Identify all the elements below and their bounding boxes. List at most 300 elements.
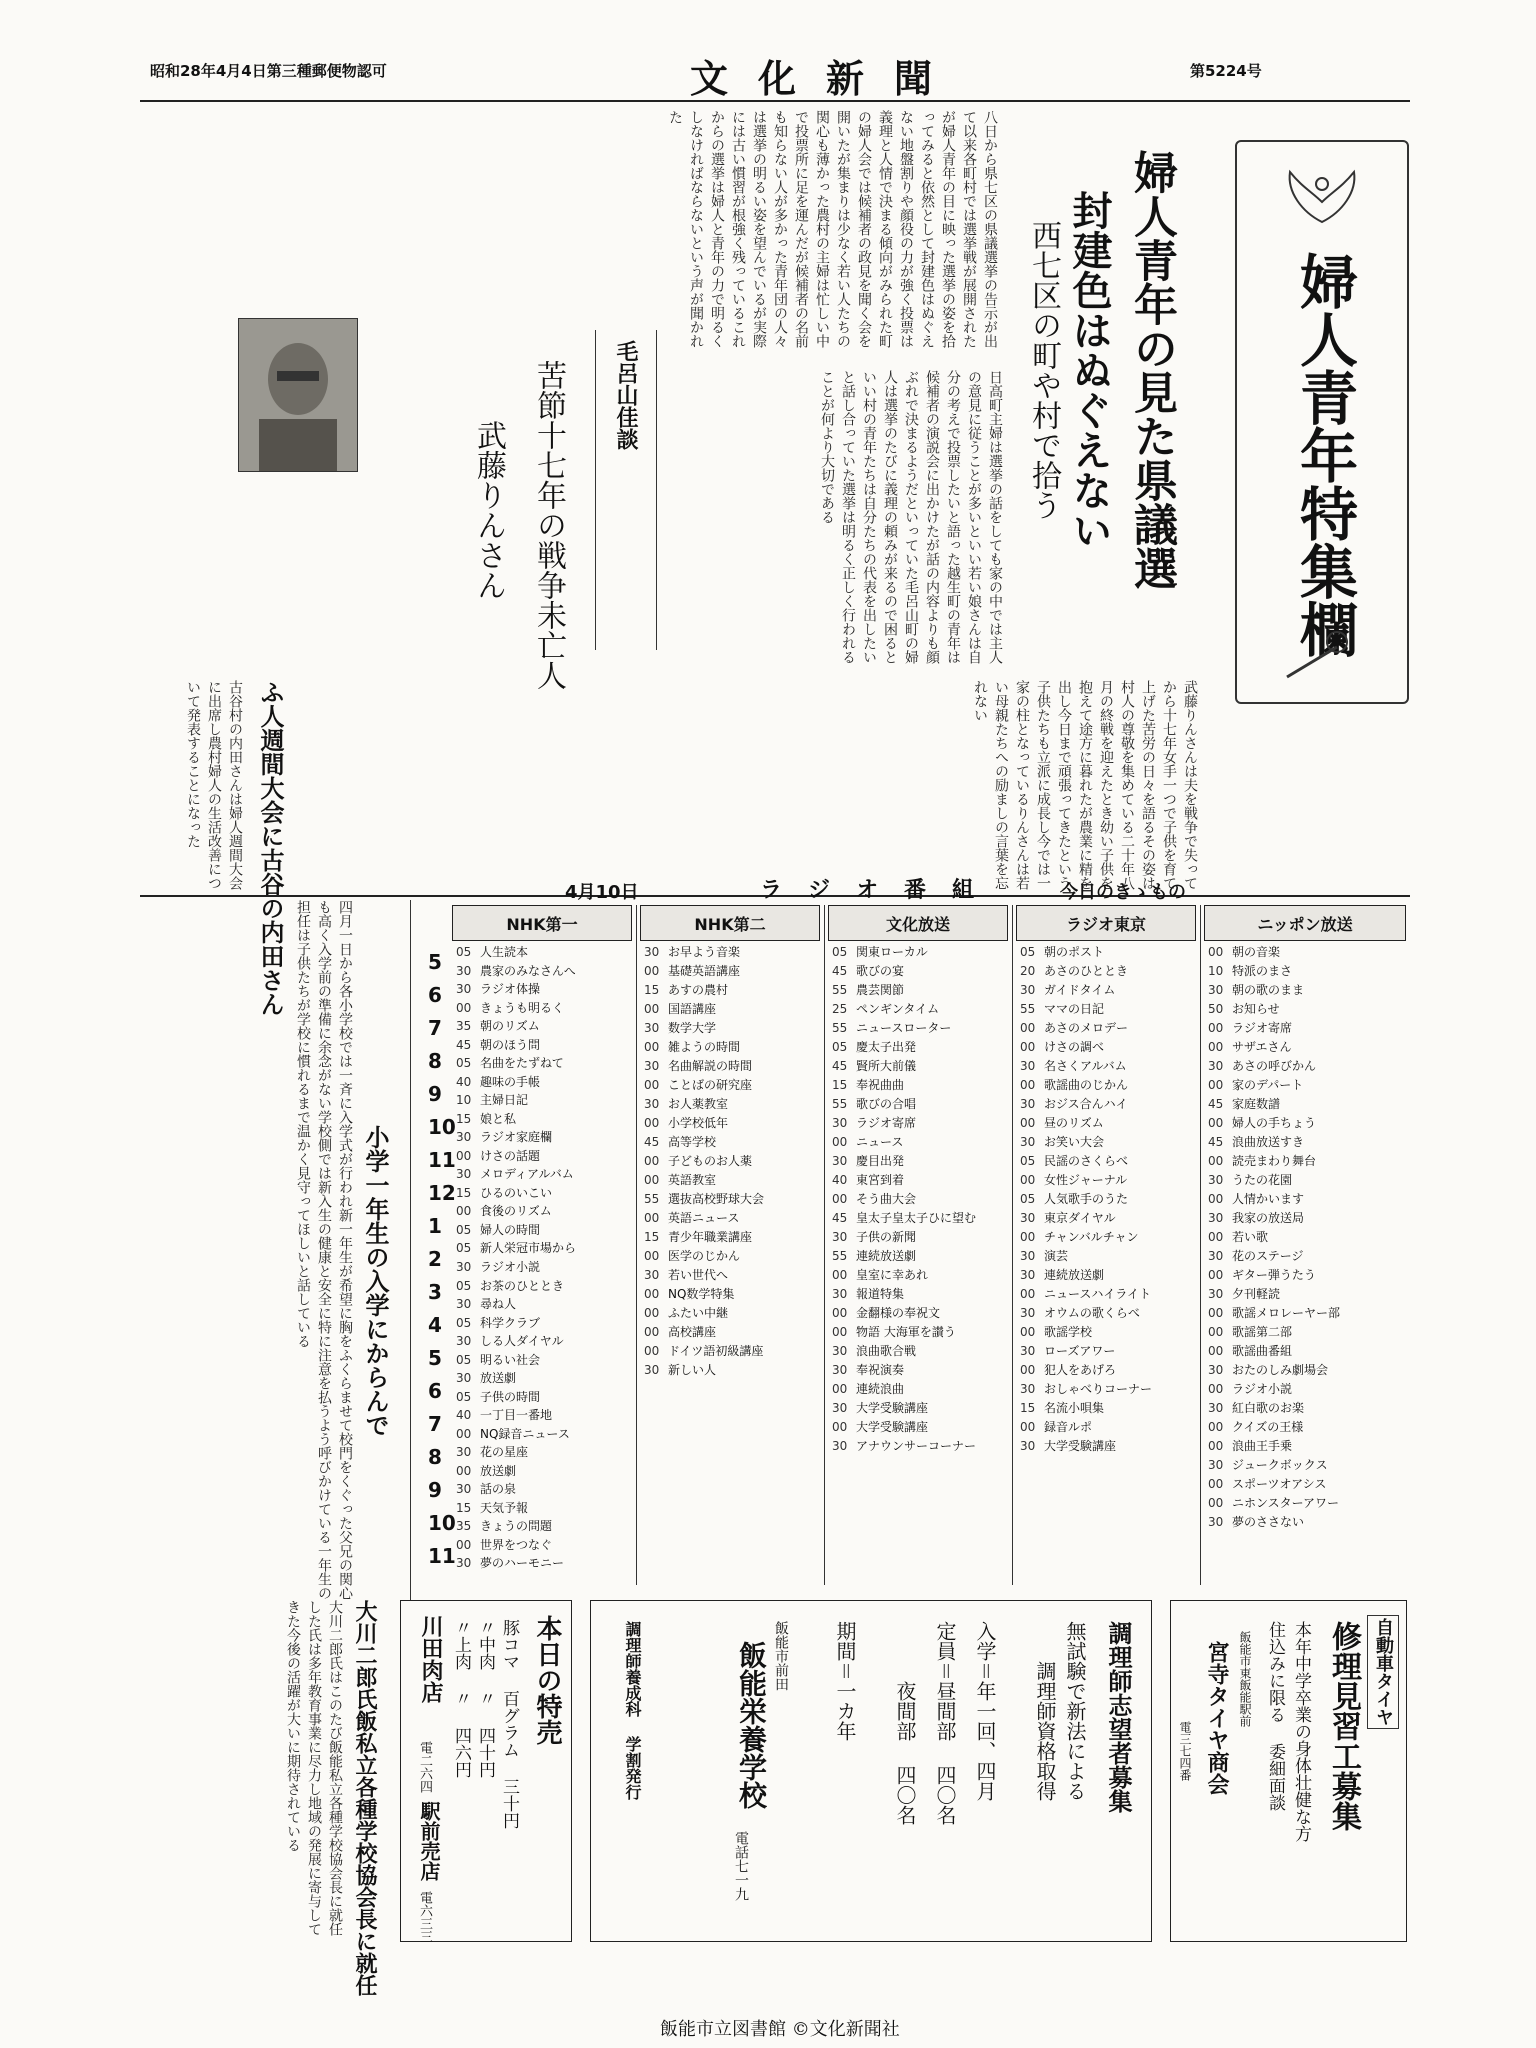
program-minute: 15 (832, 1078, 848, 1092)
program-minute: 05 (1020, 1192, 1036, 1206)
program-minute: 00 (1208, 1496, 1224, 1510)
radio-program (456, 1222, 540, 1238)
program-minute: 55 (832, 983, 848, 997)
radio-hour-label: 3 (428, 1280, 442, 1304)
program-title: 夢のハーモニー (480, 1556, 565, 1571)
radio-program (644, 1324, 716, 1340)
program-minute: 00 (644, 1287, 660, 1301)
program-minute: 30 (456, 1482, 472, 1497)
program-title: 食後のリズム (480, 1204, 552, 1219)
radio-hour-label: 9 (428, 1082, 442, 1106)
program-title: 主婦日記 (480, 1093, 529, 1108)
program-minute: 45 (1208, 1135, 1224, 1149)
radio-program (1020, 1153, 1128, 1169)
program-title: 尋ね人 (480, 1297, 517, 1312)
radio-program (1208, 1343, 1292, 1359)
program-title: おしゃべりコーナー (1044, 1382, 1153, 1396)
program-title: アナウンサーコーナー (856, 1439, 977, 1453)
radio-column-nippon (1204, 944, 1404, 1584)
program-title: 我家の放送局 (1232, 1211, 1305, 1225)
bird-ornament-icon (1282, 162, 1362, 232)
radio-date: 4月10日 (565, 882, 639, 903)
program-minute: 00 (456, 1537, 472, 1552)
radio-program (1020, 1096, 1128, 1112)
radio-program (644, 1153, 752, 1169)
program-minute: 30 (456, 1167, 472, 1182)
program-minute: 00 (644, 1306, 660, 1320)
program-title: 名さくアルバム (1044, 1059, 1127, 1073)
program-title: 皇太子皇太子ひに望む (856, 1211, 977, 1225)
program-minute: 00 (1208, 1325, 1224, 1339)
program-title: お茶のひととき (480, 1278, 565, 1293)
program-minute: 00 (1208, 1382, 1224, 1396)
program-minute: 30 (1020, 1344, 1036, 1358)
program-title: 金翻様の奉祝文 (856, 1306, 941, 1320)
headline-sub2: 西七区の町や村で拾う (1026, 220, 1061, 520)
program-title: チャンバルチャン (1044, 1230, 1139, 1244)
radio-column-bunka (828, 944, 1008, 1584)
program-title: ガイドタイム (1044, 983, 1116, 997)
program-title: 婦人の手ちょう (1232, 1116, 1317, 1130)
program-title: 国語講座 (668, 1002, 717, 1016)
program-title: 朝のポスト (1044, 945, 1105, 959)
radio-program (832, 1115, 916, 1131)
radio-program (456, 1444, 528, 1460)
radio-program (832, 1039, 916, 1055)
headline-main: 婦人青年の見た県議選 (1126, 150, 1177, 590)
radio-hour-label: 10 (428, 1115, 456, 1139)
program-title: あさの呼びかん (1232, 1059, 1317, 1073)
radio-program (456, 1407, 552, 1423)
radio-program (1020, 1077, 1128, 1093)
radio-program (1208, 1248, 1304, 1264)
program-title: 子供の新聞 (856, 1230, 917, 1244)
program-minute: 25 (832, 1002, 848, 1016)
program-minute: 00 (1208, 1154, 1224, 1168)
radio-program (832, 944, 928, 960)
program-title: 朝のリズム (480, 1019, 540, 1034)
radio-program (456, 1333, 564, 1349)
radio-program (832, 1172, 904, 1188)
program-minute: 00 (644, 1344, 660, 1358)
mayama-headline: 苦節十七年の戦争未亡人 (531, 360, 566, 690)
radio-program (644, 1115, 728, 1131)
program-minute: 30 (1208, 1211, 1224, 1225)
program-minute: 30 (456, 1334, 472, 1349)
meat-ad-line: 〃中肉 〃 四十円 (475, 1619, 495, 1778)
program-minute: 30 (456, 982, 472, 997)
radio-program (456, 1352, 540, 1368)
radio-program (1020, 1438, 1116, 1454)
program-minute: 00 (644, 1325, 660, 1339)
cooking-sub1: 無試験で新法による (1063, 1621, 1087, 1801)
radio-program (1208, 1495, 1339, 1511)
radio-program (832, 963, 904, 979)
program-title: 関東ローカル (856, 945, 928, 959)
column-divider (410, 900, 411, 1600)
radio-program (832, 1400, 928, 1416)
program-minute: 55 (1020, 1002, 1036, 1016)
program-title: オウムの歌くらべ (1044, 1306, 1140, 1320)
fujin-headline: ふ人週間大会に古谷の内田さん (256, 680, 284, 1016)
program-minute: 00 (644, 1040, 660, 1054)
radio-program (1020, 1172, 1127, 1188)
cooking-school-name: 飯能栄養学校 (735, 1641, 768, 1809)
radio-program (1208, 1153, 1316, 1169)
program-title: 物語 大海軍を讃う (856, 1325, 956, 1339)
program-minute: 45 (1208, 1097, 1224, 1111)
radio-hour-label: 1 (428, 1214, 442, 1238)
program-minute: 30 (1020, 983, 1036, 997)
radio-program (1020, 1419, 1092, 1435)
program-minute: 30 (456, 1130, 472, 1145)
program-title: ジュークボックス (1232, 1458, 1328, 1472)
program-minute: 40 (456, 1408, 472, 1423)
radio-program (832, 1058, 916, 1074)
radio-program (1208, 1172, 1292, 1188)
radio-program (644, 1229, 752, 1245)
program-title: 人生読本 (480, 945, 529, 959)
program-title: ニュース (856, 1135, 904, 1149)
cooking-period: 期間＝一カ年 (833, 1621, 857, 1741)
special-feature-box (1235, 140, 1409, 704)
program-minute: 00 (1208, 1477, 1224, 1491)
radio-program (1208, 982, 1304, 998)
program-title: 朝の音楽 (1232, 945, 1281, 959)
radio-program (1208, 1134, 1304, 1150)
radio-program (456, 1278, 564, 1294)
radio-hour-label: 6 (428, 983, 442, 1007)
radio-program (644, 1058, 752, 1074)
program-title: 家庭数譜 (1232, 1097, 1281, 1111)
tire-tel: 電三七四番 (1178, 1721, 1192, 1781)
program-title: 新人栄冠市場から (480, 1241, 577, 1256)
radio-program (456, 981, 540, 997)
program-minute: 05 (456, 1315, 472, 1330)
radio-hour-label: 8 (428, 1049, 442, 1073)
program-title: 夢のささない (1232, 1515, 1305, 1529)
program-minute: 30 (832, 1363, 848, 1377)
program-minute: 30 (1020, 1097, 1036, 1111)
station-nhk2: NHK第二 (640, 905, 820, 941)
program-minute: 15 (456, 1111, 472, 1126)
program-minute: 00 (832, 1135, 848, 1149)
program-title: 皇室に幸あれ (856, 1268, 929, 1282)
program-title: 歌謡第二部 (1232, 1325, 1293, 1339)
radio-program (456, 1240, 576, 1256)
program-title: NQ数学特集 (668, 1287, 735, 1301)
program-title: 夕刊軽読 (1232, 1287, 1281, 1301)
meat-ad-line: 豚コマ 百グラム 三十円 (499, 1619, 519, 1829)
program-title: 朝の歌のまま (1232, 983, 1305, 997)
program-minute: 45 (832, 964, 848, 978)
program-title: 大学受験講座 (856, 1420, 929, 1434)
program-title: 歌びの宴 (856, 964, 905, 978)
program-minute: 30 (1020, 1306, 1036, 1320)
program-title: 浪曲王手乗 (1232, 1439, 1293, 1453)
program-minute: 00 (1020, 1230, 1036, 1244)
radio-program (1020, 1248, 1068, 1264)
radio-program (1020, 1305, 1140, 1321)
radio-title: ラジオ番組 (760, 877, 1001, 903)
special-feature-title: 婦人青年特集欄 (1290, 252, 1358, 658)
program-minute: 00 (456, 1000, 472, 1015)
program-minute: 50 (1208, 1002, 1224, 1016)
headline-sub: 封建色はぬぐえない (1066, 190, 1112, 550)
tire-line2: 住込みに限る 委細面談 (1265, 1621, 1285, 1811)
program-minute: 30 (1020, 1211, 1036, 1225)
program-title: あすの農村 (668, 983, 729, 997)
program-title: 録音ルポ (1044, 1420, 1093, 1434)
radio-hour-label: 11 (428, 1148, 456, 1172)
radio-program (644, 1267, 728, 1283)
issue-number: 第5224号 (1190, 62, 1262, 80)
tire-title: 修理見習工募集 (1326, 1621, 1361, 1831)
program-minute: 00 (644, 1211, 660, 1225)
school-body: 四月一日から各小学校では一斉に入学式が行われ新一年生が希望に胸をふくらませて校門をくぐった父兄の関心も高く入学前の準備に余念がない学校側では新入生の健康と安全に特に注意を払うよう呼びかけている一年生の担任は子供たちが学校に慣れるまで温かく見守ってほしいと話している (295, 900, 353, 1600)
program-minute: 05 (832, 1040, 848, 1054)
program-title: 子供の時間 (480, 1389, 541, 1404)
program-minute: 05 (456, 1278, 472, 1293)
radio-program (1208, 1305, 1340, 1321)
radio-program (832, 1134, 903, 1150)
program-title: ひるのいこい (480, 1185, 553, 1200)
flower-ornament-icon (1277, 622, 1367, 682)
program-title: 読売まわり舞台 (1232, 1154, 1317, 1168)
program-minute: 00 (1020, 1325, 1036, 1339)
program-minute: 30 (1020, 1249, 1036, 1263)
radio-program (1020, 982, 1115, 998)
program-minute: 05 (456, 945, 472, 959)
radio-program (832, 1286, 904, 1302)
program-title: 花の星座 (480, 1445, 529, 1460)
program-title: 話の泉 (480, 1482, 517, 1497)
radio-program (456, 1537, 552, 1553)
program-minute: 00 (832, 1382, 848, 1396)
radio-program (1208, 1400, 1304, 1416)
program-minute: 45 (644, 1135, 660, 1149)
program-minute: 00 (832, 1306, 848, 1320)
program-minute: 00 (1208, 1306, 1224, 1320)
radio-program (1208, 1020, 1292, 1036)
radio-program (832, 1381, 904, 1397)
radio-program (1208, 1077, 1303, 1093)
radio-program (644, 944, 740, 960)
radio-program (456, 1426, 570, 1442)
program-minute: 00 (644, 1078, 660, 1092)
program-title: メロディアルバム (480, 1167, 574, 1182)
radio-program (456, 1296, 516, 1312)
program-title: 慶太子出発 (856, 1040, 917, 1054)
program-minute: 30 (832, 1287, 848, 1301)
program-minute: 30 (644, 1268, 660, 1282)
cooking-capacity2: 夜間部 四〇名 (893, 1681, 917, 1825)
radio-program (1020, 1267, 1104, 1283)
masthead-rule (140, 100, 1410, 102)
meat-ad-title: 本日の特売 (532, 1615, 562, 1745)
program-title: 連続放送劇 (1044, 1268, 1105, 1282)
radio-column-nhk1 (452, 944, 632, 1584)
program-title: 浪曲放送すき (1232, 1135, 1305, 1149)
program-title: お人薬教室 (668, 1097, 729, 1111)
program-minute: 55 (832, 1021, 848, 1035)
program-title: あさのひととき (1044, 964, 1129, 978)
program-minute: 00 (456, 1426, 472, 1441)
program-minute: 05 (456, 1389, 472, 1404)
radio-program (1020, 1058, 1127, 1074)
program-minute: 30 (644, 1097, 660, 1111)
newspaper-title: 文化新聞 (690, 56, 963, 101)
program-title: 基礎英語講座 (668, 964, 741, 978)
program-minute: 00 (644, 1249, 660, 1263)
program-minute: 00 (1020, 1287, 1036, 1301)
radio-program (1208, 944, 1280, 960)
program-minute: 00 (644, 964, 660, 978)
program-title: お知らせ (1232, 1002, 1280, 1016)
radio-program (456, 1370, 516, 1386)
program-minute: 00 (1020, 1363, 1036, 1377)
radio-program (1208, 1476, 1326, 1492)
person-photo-icon (239, 319, 357, 471)
radio-program (1208, 1514, 1304, 1530)
program-title: 雑ようの時間 (668, 1040, 741, 1054)
meat-branch-name: 駅前売店 (417, 1801, 441, 1881)
radio-program (456, 1111, 516, 1127)
radio-hour-label: 12 (428, 1181, 456, 1205)
program-title: スポーツオアシス (1232, 1477, 1327, 1491)
radio-subtitle: 今日のきゝもの (1060, 882, 1186, 903)
radio-program (644, 1039, 740, 1055)
tire-shop: 宮寺タイヤ商会 (1204, 1641, 1229, 1795)
radio-program (1208, 1457, 1328, 1473)
program-title: 紅白歌のお楽 (1232, 1401, 1305, 1415)
program-title: ニュースローター (856, 1021, 952, 1035)
program-title: うたの花園 (1232, 1173, 1293, 1187)
program-title: 犯人をあげろ (1044, 1363, 1117, 1377)
radio-divider (824, 905, 825, 1585)
program-minute: 45 (832, 1211, 848, 1225)
program-title: けさの話題 (480, 1148, 541, 1163)
meat-branch-tel: 電六三三 (417, 1891, 432, 1943)
cooking-school-ad (590, 1600, 1152, 1942)
radio-program (1020, 1020, 1128, 1036)
program-title: ラジオ家庭欄 (480, 1130, 553, 1145)
program-title: 趣味の手帳 (480, 1074, 541, 1089)
program-title: 新しい人 (668, 1363, 717, 1377)
radio-hour-label: 7 (428, 1016, 442, 1040)
program-minute: 00 (1208, 945, 1224, 959)
program-title: お早よう音楽 (668, 945, 741, 959)
program-minute: 00 (1208, 1439, 1224, 1453)
program-minute: 10 (456, 1093, 472, 1108)
radio-program (832, 1362, 904, 1378)
radio-program (1020, 1381, 1152, 1397)
cooking-place: 飯能市前田 (773, 1621, 789, 1691)
radio-program (456, 1500, 528, 1516)
program-minute: 00 (1020, 1420, 1036, 1434)
program-title: 慶目出発 (856, 1154, 905, 1168)
program-minute: 35 (456, 1519, 472, 1534)
program-minute: 00 (1208, 1230, 1224, 1244)
radio-program (456, 1481, 516, 1497)
radio-program (456, 1389, 540, 1405)
radio-program (832, 1020, 951, 1036)
program-minute: 45 (456, 1037, 472, 1052)
program-minute: 05 (456, 1056, 472, 1071)
radio-hour-label: 2 (428, 1247, 442, 1271)
radio-program (644, 1191, 764, 1207)
program-minute: 00 (644, 1154, 660, 1168)
meat-ad (400, 1600, 572, 1942)
radio-program (456, 1092, 528, 1108)
program-title: 歌謡メロレーヤー部 (1232, 1306, 1341, 1320)
cooking-heading: 調理師志望者募集 (1104, 1621, 1132, 1813)
program-minute: 30 (644, 945, 660, 959)
program-minute: 30 (832, 1344, 848, 1358)
program-minute: 30 (1208, 1173, 1224, 1187)
article-body-top: 八日から県七区の県議選挙の告示が出て以来各町村では選挙戦が展開されたが婦人青年の目に映った選挙の姿を拾ってみると依然として封建色はぬぐえない地盤割りや顔役の力が強く投票は義理と人情で決まる傾向がみられた町の婦人会では候補者の政見を聞く会を開いたが集まりは少なく若い人たちの関心も薄かった農村の主婦は忙しい中で投票所に足を運んだが候補者の名前も知らない人が多かった青年団の人々は選挙の明るい姿を望んでいるが実際には古い慣習が根強く残っているこれからの選挙は婦人と青年の力で明るくしなければならないという声が聞かれた (667, 110, 998, 348)
program-minute: 00 (1208, 1040, 1224, 1054)
tire-place: 飯能市東飯能駅前 (1238, 1631, 1252, 1727)
program-title: 特派のまさ (1232, 964, 1293, 978)
program-minute: 30 (832, 1401, 848, 1415)
program-title: きょうも明るく (480, 1000, 565, 1015)
radio-program (1208, 1096, 1280, 1112)
radio-program (1208, 1229, 1268, 1245)
program-minute: 40 (456, 1074, 472, 1089)
radio-program (644, 982, 728, 998)
radio-hour-label: 5 (428, 1346, 442, 1370)
program-minute: 30 (1020, 1268, 1036, 1282)
radio-program (644, 1001, 716, 1017)
radio-program (456, 1518, 552, 1534)
radio-program (1020, 944, 1104, 960)
radio-program (1208, 1362, 1328, 1378)
program-title: 英語ニュース (668, 1211, 740, 1225)
program-title: ペンギンタイム (856, 1002, 940, 1016)
radio-program (456, 944, 528, 960)
program-title: ギター弾うたう (1232, 1268, 1316, 1282)
radio-program (832, 1267, 928, 1283)
program-title: ラジオ体操 (480, 982, 541, 997)
radio-program (644, 1172, 716, 1188)
program-minute: 30 (1208, 1401, 1224, 1415)
program-title: あさのメロデー (1044, 1021, 1129, 1035)
program-title: 高校講座 (668, 1325, 717, 1339)
program-minute: 00 (644, 1173, 660, 1187)
program-minute: 05 (1020, 1154, 1036, 1168)
program-title: ラジオ小説 (480, 1260, 541, 1274)
article-body-middle: 日高町主婦は選挙の話をしても家の中では主人の意見に従うことが多いといい若い娘さんは自分の考えで投票したいと語った越生町の青年は候補者の演説会に出かけたが話の内容よりも顔ぶれで決まるようだといっていた毛呂山町の婦人は選挙のたびに義理の頼みが来るので困るといい村の青年たちは自分たちの代表を出したいと話し合っていた選挙は明るく正しく行われることが何より大切である (819, 370, 1003, 664)
radio-program (1020, 1286, 1151, 1302)
radio-program (1208, 1001, 1280, 1017)
program-title: きょうの問題 (480, 1519, 553, 1534)
program-minute: 30 (832, 1116, 848, 1130)
program-title: ママの日記 (1044, 1002, 1105, 1016)
program-minute: 30 (832, 1154, 848, 1168)
program-title: 花のステージ (1232, 1249, 1304, 1263)
radio-hour-label: 7 (428, 1412, 442, 1436)
radio-program (644, 1343, 763, 1359)
program-title: 青少年職業講座 (668, 1230, 753, 1244)
radio-program (1208, 1419, 1303, 1435)
radio-hour-label: 8 (428, 1445, 442, 1469)
program-title: 数学大学 (668, 1021, 717, 1035)
program-title: サザエさん (1232, 1040, 1292, 1054)
program-minute: 15 (644, 983, 660, 997)
program-title: 小学校低年 (668, 1116, 729, 1130)
station-nippon: ニッポン放送 (1204, 905, 1406, 941)
